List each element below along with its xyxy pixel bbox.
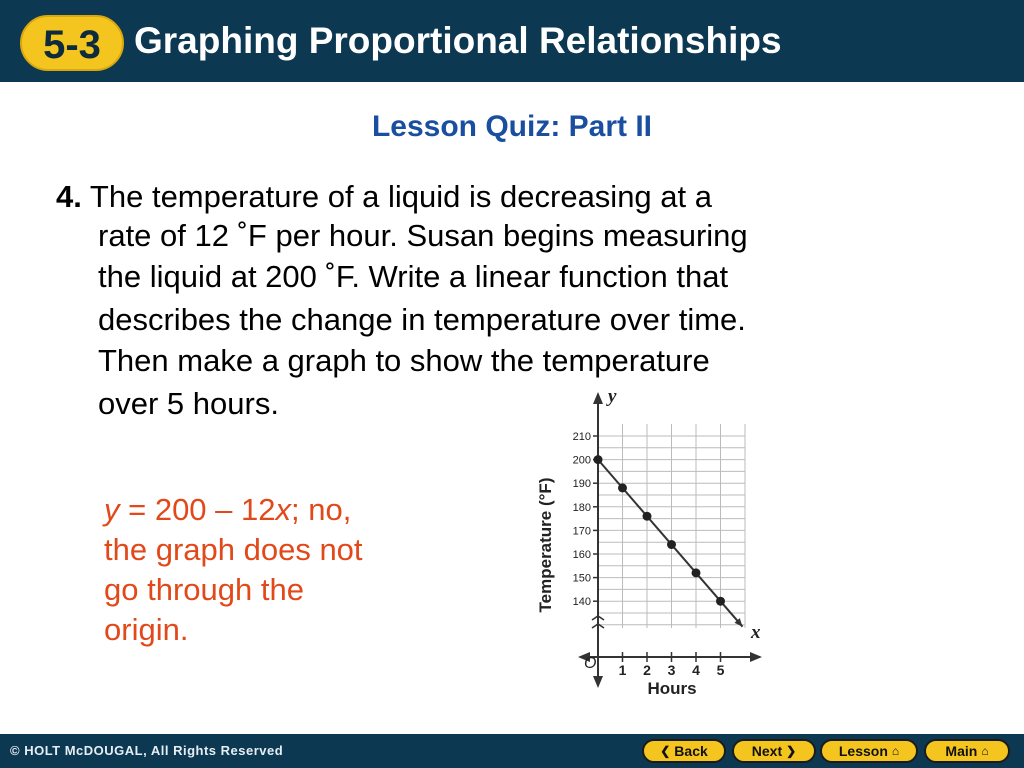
right-arrow-icon: ❯: [786, 744, 797, 758]
question-line: over 5 hours.: [98, 386, 279, 421]
x-tick-label: 1: [618, 662, 627, 678]
y-tick-label: 180: [572, 501, 591, 514]
x-axis-arrow: [750, 652, 762, 662]
temperature-graph: [520, 380, 780, 700]
x-axis-letter: x: [751, 622, 761, 643]
y-tick-label: 210: [572, 431, 591, 443]
data-point: [716, 597, 725, 606]
next-button[interactable]: Next ❯: [732, 739, 816, 763]
y-axis-arrow: [593, 392, 603, 404]
home-icon: ⌂: [891, 744, 900, 758]
lesson-button[interactable]: Lesson ⌂: [820, 739, 918, 763]
data-point: [667, 540, 676, 549]
question-line: the liquid at 200 ˚F. Write a linear function that: [98, 259, 729, 294]
y-tick-label: 200: [572, 454, 591, 467]
origin-label: O: [584, 655, 597, 672]
graph-grid: [598, 424, 745, 628]
data-point: [692, 568, 701, 577]
data-point: [594, 455, 603, 464]
header-bar: [0, 0, 1024, 82]
y-tick-label: 160: [572, 549, 591, 561]
left-arrow-icon: ❮: [660, 744, 671, 758]
y-tick-label: 190: [572, 478, 591, 491]
x-tick-label: 4: [692, 662, 700, 678]
page-title: Graphing Proportional Relationships: [134, 20, 782, 61]
question-line: 4. The temperature of a liquid is decreasing at a: [56, 179, 712, 214]
answer-line: the graph does not: [104, 532, 363, 567]
y-tick-label: 150: [572, 572, 591, 585]
x-tick-label: 3: [667, 662, 676, 678]
question-text: [56, 175, 956, 425]
y-axis-arrow: [593, 676, 603, 688]
data-point: [618, 483, 627, 492]
lesson-number-badge: [20, 15, 124, 71]
x-axis-label: Hours: [647, 679, 697, 698]
home-icon: ⌂: [981, 744, 989, 758]
answer-line: go through the: [104, 572, 304, 607]
answer-line: origin.: [104, 612, 189, 647]
question-number: 4.: [56, 179, 82, 214]
question-line: describes the change in temperature over time.: [98, 302, 746, 337]
y-tick-label: 140: [572, 596, 591, 609]
main-button[interactable]: Main ⌂: [924, 739, 1010, 763]
x-tick-label: 5: [716, 662, 725, 678]
x-tick-label: 2: [643, 662, 651, 678]
footer-bar: [0, 734, 1024, 768]
y-tick-label: 170: [572, 525, 591, 538]
copyright-text: © HOLT McDOUGAL, All Rights Reserved: [10, 743, 284, 758]
y-axis-label: Temperature (°F): [536, 477, 555, 613]
y-axis-letter: y: [608, 386, 617, 407]
question-line: rate of 12 ˚F per hour. Susan begins measuring: [98, 218, 748, 253]
lesson-number: 5-3: [43, 23, 101, 67]
question-line: Then make a graph to show the temperature: [98, 343, 710, 378]
quiz-subtitle: Lesson Quiz: Part II: [371, 110, 653, 143]
back-button[interactable]: ❮ Back: [642, 739, 726, 763]
answer-line: y = 200 – 12x; no,: [104, 492, 352, 527]
answer-text: [104, 490, 444, 650]
data-point: [643, 512, 652, 521]
